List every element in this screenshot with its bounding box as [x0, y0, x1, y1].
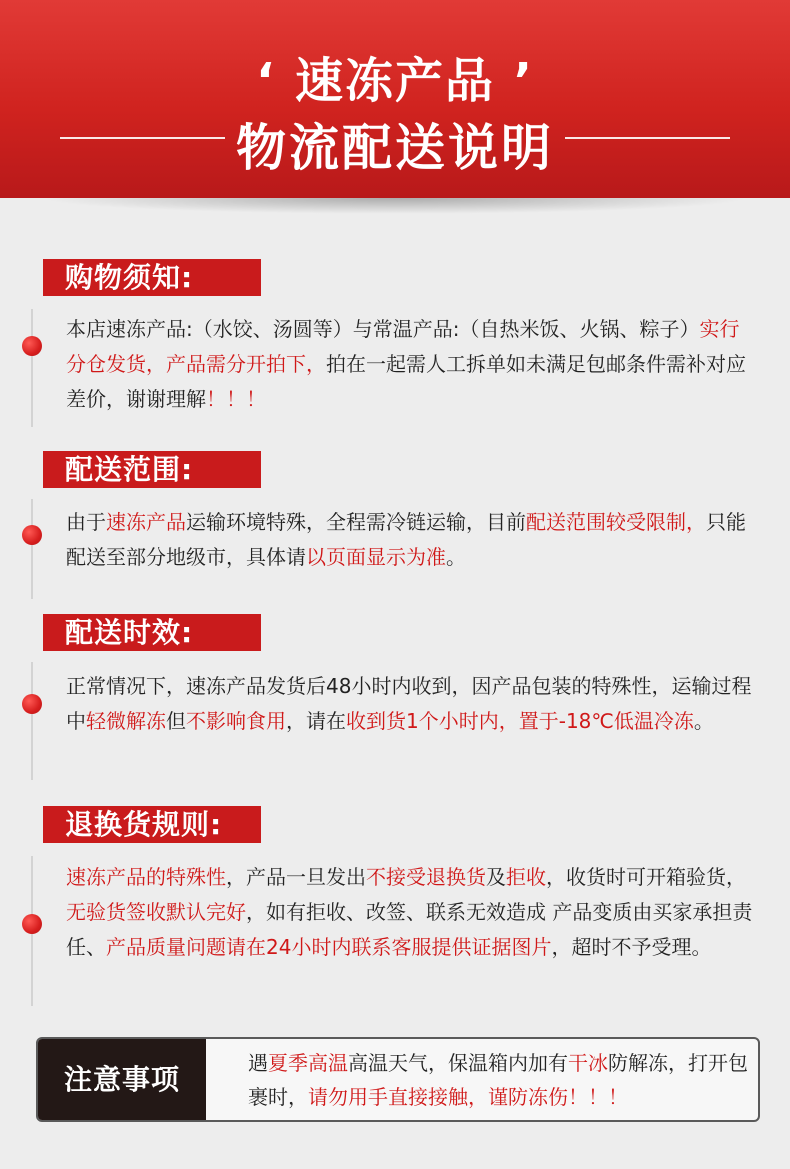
body-text: 运输环境特殊，全程需冷链运输，目前: [186, 510, 526, 534]
highlighted-text: 不接受退换货: [366, 865, 486, 889]
highlighted-text: 配送范围较受限制，: [526, 510, 706, 534]
section-body: [66, 312, 756, 417]
body-text: ，收货时可开箱验货，: [546, 865, 746, 889]
body-text: 拍在一起需人工拆单如未满足包邮条件需补对应差价，谢谢理解: [66, 352, 746, 411]
section-title: 配送范围:: [43, 451, 261, 488]
highlighted-text: 夏季高温: [268, 1051, 348, 1075]
highlighted-text: 收到货1个小时内，置于-18℃低温冷冻: [346, 709, 694, 733]
highlighted-text: 无验货签收默认完好: [66, 900, 246, 924]
body-text: ，如有拒收、改签、联系无效造成 产品变质由买家承担责任、: [66, 900, 753, 959]
body-text: 只能配送至部分地级市，具体请: [66, 510, 746, 569]
highlighted-text: 不影响食用: [186, 709, 286, 733]
body-text: 高温天气，保温箱内加有: [348, 1051, 568, 1075]
body-text: 遇: [248, 1051, 268, 1075]
notice-box: [36, 1037, 760, 1122]
bullet-dot-icon: [22, 525, 42, 545]
highlighted-text: 干冰: [568, 1051, 608, 1075]
body-text: 正常情况下，速冻产品发货后48小时内收到，因产品包装的特殊性，运输过程中: [66, 674, 752, 733]
body-text: 。: [446, 545, 466, 569]
body-text: ，请在: [286, 709, 346, 733]
highlighted-text: 速冻产品: [106, 510, 186, 534]
section-body: [66, 669, 756, 739]
bullet-dot-icon: [22, 694, 42, 714]
header-shadow: [40, 198, 750, 214]
body-text: 本店速冻产品:（水饺、汤圆等）与常温产品:（自热米饭、火锅、粽子）: [66, 317, 700, 341]
bullet-dot-icon: [22, 914, 42, 934]
section-timeline: [31, 662, 33, 780]
section-body: [66, 505, 756, 575]
section-title: 退换货规则:: [43, 806, 261, 843]
body-text: 防解冻，打开包裹时，: [248, 1051, 748, 1109]
highlighted-text: 速冻产品的特殊性: [66, 865, 226, 889]
page-title-line2: 物流配送说明: [236, 119, 554, 177]
body-text: ，超时不予受理。: [551, 935, 712, 959]
page-title-line1: ‘ 速冻产品 ’: [256, 53, 534, 109]
highlighted-text: 轻微解冻: [86, 709, 166, 733]
section-title: 配送时效:: [43, 614, 261, 651]
section-title: 购物须知:: [43, 259, 261, 296]
notice-text: [248, 1046, 748, 1114]
body-text: 由于: [66, 510, 106, 534]
section-timeline: [31, 309, 33, 427]
body-text: ，产品一旦发出: [226, 865, 366, 889]
section-timeline: [31, 499, 33, 599]
highlighted-text: 拒收: [506, 865, 546, 889]
highlighted-text: 以页面显示为准: [306, 545, 446, 569]
highlighted-text: ！！！: [206, 387, 266, 411]
body-text: 但: [166, 709, 186, 733]
notice-label: 注意事项: [38, 1039, 206, 1120]
body-text: 。: [693, 709, 714, 733]
section-body: [66, 860, 756, 965]
highlighted-text: 请勿用手直接接触，谨防冻伤！！！: [308, 1085, 628, 1109]
bullet-dot-icon: [22, 336, 42, 356]
highlighted-text: 实行分仓发货，产品需分开拍下，: [66, 317, 740, 376]
highlighted-text: 产品质量问题请在24小时内联系客服提供证据图片: [106, 935, 552, 959]
body-text: 及: [486, 865, 506, 889]
